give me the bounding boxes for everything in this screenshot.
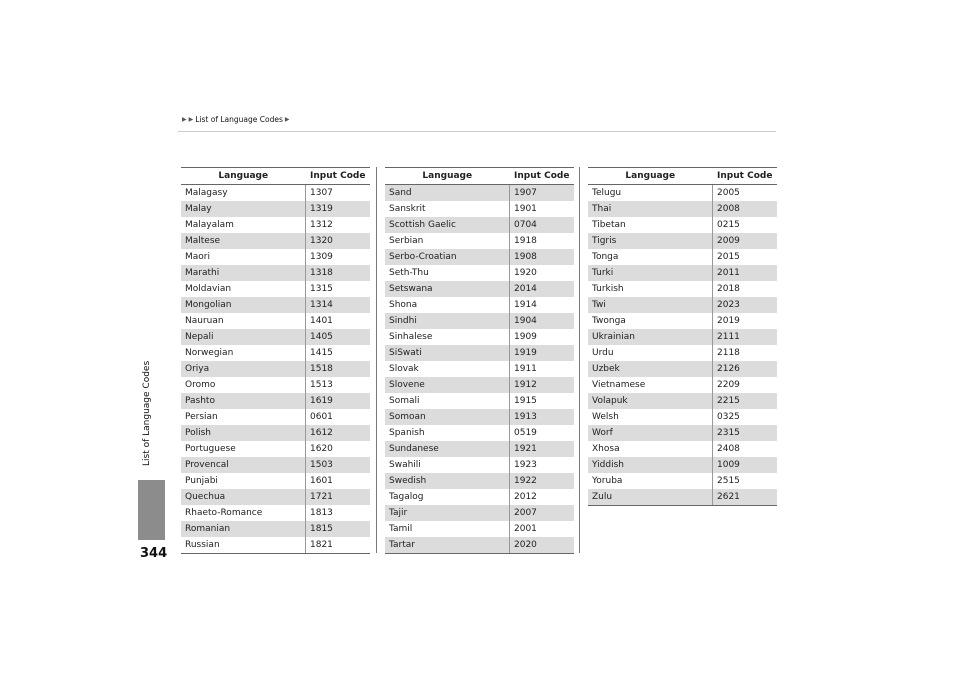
input-code: 1612 xyxy=(306,425,371,441)
input-code: 1307 xyxy=(310,188,333,198)
table-row xyxy=(588,297,777,313)
input-code: 0704 xyxy=(510,217,575,233)
table-row xyxy=(181,521,370,537)
language-name: Setswana xyxy=(385,281,510,297)
table-row xyxy=(181,313,370,329)
language-name: Vietnamese xyxy=(588,377,713,393)
input-code: 1821 xyxy=(306,537,371,554)
breadcrumb-arrow-icon: ▶ xyxy=(182,116,187,123)
table-row xyxy=(181,185,370,202)
table-row xyxy=(588,185,777,202)
input-code: 0519 xyxy=(514,428,537,438)
table-row xyxy=(588,281,777,297)
language-name: Persian xyxy=(181,409,306,425)
language-name: Punjabi xyxy=(181,473,306,489)
table-row xyxy=(588,441,777,457)
input-code: 1901 xyxy=(514,204,537,214)
breadcrumb-arrow-icon: ▶ xyxy=(188,116,194,123)
language-name: Maltese xyxy=(181,233,306,249)
input-code: 1513 xyxy=(310,380,333,390)
language-name: SiSwati xyxy=(385,345,510,361)
breadcrumb xyxy=(182,115,290,124)
input-code: 1912 xyxy=(510,377,575,393)
language-name: Maori xyxy=(181,249,306,265)
input-code-header: Input Code xyxy=(306,168,371,185)
language-name: Marathi xyxy=(181,265,306,281)
input-code: 1503 xyxy=(306,457,371,473)
language-name: Thai xyxy=(588,201,713,217)
table-row xyxy=(181,377,370,393)
language-name: Slovene xyxy=(385,377,510,393)
input-code: 2018 xyxy=(717,284,740,294)
column-divider xyxy=(376,167,377,553)
table-row xyxy=(385,297,574,313)
table-row xyxy=(181,297,370,313)
input-code: 1405 xyxy=(306,329,371,345)
input-code: 1315 xyxy=(310,284,333,294)
table-row xyxy=(385,217,574,233)
table-row xyxy=(385,361,574,377)
input-code: 2012 xyxy=(514,492,537,502)
table-row xyxy=(181,281,370,297)
input-code: 1518 xyxy=(306,361,371,377)
input-code: 1914 xyxy=(514,300,537,310)
language-name: Tagalog xyxy=(385,489,510,505)
language-name: Malayalam xyxy=(181,217,306,233)
table-row xyxy=(181,393,370,409)
table-row xyxy=(181,249,370,265)
input-code: 0601 xyxy=(310,412,333,422)
input-code: 1913 xyxy=(510,409,575,425)
breadcrumb-arrow-icon: ▶ xyxy=(284,116,290,123)
language-name: Nepali xyxy=(181,329,306,345)
language-name: Tajir xyxy=(385,505,510,521)
language-name: Oriya xyxy=(181,361,306,377)
input-code: 1813 xyxy=(310,508,333,518)
language-name: Russian xyxy=(181,537,306,554)
language-name: Ukrainian xyxy=(588,329,713,345)
input-code: 0325 xyxy=(717,412,740,422)
table-row xyxy=(588,377,777,393)
header-rule xyxy=(178,131,776,132)
language-name: Zulu xyxy=(588,489,713,506)
input-code: 2020 xyxy=(510,537,575,554)
language-code-table-3 xyxy=(588,167,777,506)
table-row xyxy=(181,217,370,233)
input-code: 2209 xyxy=(717,380,740,390)
language-name: Uzbek xyxy=(588,361,713,377)
table-row xyxy=(181,489,370,505)
input-code: 1909 xyxy=(514,332,537,342)
table-row xyxy=(181,361,370,377)
language-header: Language xyxy=(588,168,713,185)
language-name: Worf xyxy=(588,425,713,441)
language-name: Somali xyxy=(385,393,510,409)
language-name: Polish xyxy=(181,425,306,441)
input-code: 1319 xyxy=(306,201,371,217)
input-code: 2001 xyxy=(514,524,537,534)
language-name: Sanskrit xyxy=(385,201,510,217)
input-code: 1415 xyxy=(310,348,333,358)
table-row xyxy=(385,249,574,265)
table-row xyxy=(588,265,777,281)
language-name: Mongolian xyxy=(181,297,306,313)
table-row xyxy=(385,377,574,393)
language-name: Portuguese xyxy=(181,441,306,457)
table-row xyxy=(385,409,574,425)
language-name: Nauruan xyxy=(181,313,306,329)
table-row xyxy=(588,361,777,377)
input-code: 2118 xyxy=(717,348,740,358)
language-name: Norwegian xyxy=(181,345,306,361)
input-code: 1309 xyxy=(310,252,333,262)
input-code: 2015 xyxy=(717,252,740,262)
language-header: Language xyxy=(385,168,510,185)
language-name: Provencal xyxy=(181,457,306,473)
table-row xyxy=(588,489,777,506)
table-row xyxy=(385,457,574,473)
table-row xyxy=(385,185,574,202)
input-code: 2111 xyxy=(713,329,778,345)
table-row xyxy=(588,409,777,425)
input-code: 1721 xyxy=(306,489,371,505)
table-row xyxy=(385,521,574,537)
input-code: 2009 xyxy=(713,233,778,249)
table-row xyxy=(385,265,574,281)
table-row xyxy=(181,425,370,441)
input-code: 1318 xyxy=(306,265,371,281)
input-code: 1009 xyxy=(713,457,778,473)
language-name: Yiddish xyxy=(588,457,713,473)
language-name: Serbian xyxy=(385,233,510,249)
input-code: 2315 xyxy=(713,425,778,441)
input-code: 2215 xyxy=(713,393,778,409)
table-row xyxy=(588,425,777,441)
table-row xyxy=(588,473,777,489)
table-row xyxy=(588,313,777,329)
table-row xyxy=(588,329,777,345)
table-row xyxy=(385,313,574,329)
table-row xyxy=(181,473,370,489)
input-code: 2408 xyxy=(717,444,740,454)
input-code: 1620 xyxy=(310,444,333,454)
language-name: Somoan xyxy=(385,409,510,425)
table-row xyxy=(588,233,777,249)
input-code: 1918 xyxy=(514,236,537,246)
table-row xyxy=(385,329,574,345)
input-code: 2011 xyxy=(713,265,778,281)
language-name: Tibetan xyxy=(588,217,713,233)
language-name: Twonga xyxy=(588,313,713,329)
language-name: Yoruba xyxy=(588,473,713,489)
table-row xyxy=(181,537,370,554)
input-code: 1911 xyxy=(514,364,537,374)
input-code: 1904 xyxy=(510,313,575,329)
input-code: 2126 xyxy=(713,361,778,377)
input-code: 1320 xyxy=(306,233,371,249)
table-row xyxy=(181,457,370,473)
table-row xyxy=(588,457,777,473)
table-row xyxy=(181,233,370,249)
language-code-table-2 xyxy=(385,167,574,554)
table-row xyxy=(385,505,574,521)
language-name: Sinhalese xyxy=(385,329,510,345)
language-name: Shona xyxy=(385,297,510,313)
input-code: 2007 xyxy=(510,505,575,521)
language-name: Turki xyxy=(588,265,713,281)
table-row xyxy=(385,281,574,297)
table-row xyxy=(181,201,370,217)
input-code: 2621 xyxy=(713,489,778,506)
language-name: Tartar xyxy=(385,537,510,554)
language-name: Welsh xyxy=(588,409,713,425)
table-row xyxy=(588,345,777,361)
table-row xyxy=(588,393,777,409)
breadcrumb-label[interactable]: List of Language Codes xyxy=(195,115,283,124)
input-code: 0215 xyxy=(717,220,740,230)
table-row xyxy=(588,217,777,233)
language-name: Twi xyxy=(588,297,713,313)
input-code: 2023 xyxy=(713,297,778,313)
input-code: 1919 xyxy=(510,345,575,361)
column-divider xyxy=(579,167,580,553)
table-row xyxy=(181,505,370,521)
language-name: Tigris xyxy=(588,233,713,249)
table-row xyxy=(181,329,370,345)
language-name: Moldavian xyxy=(181,281,306,297)
table-row xyxy=(181,441,370,457)
language-code-table-1 xyxy=(181,167,370,554)
input-code: 2005 xyxy=(717,188,740,198)
input-code: 1314 xyxy=(306,297,371,313)
input-code-header: Input Code xyxy=(713,168,778,185)
input-code: 1312 xyxy=(310,220,333,230)
language-name: Malagasy xyxy=(181,185,306,202)
language-name: Volapuk xyxy=(588,393,713,409)
language-name: Slovak xyxy=(385,361,510,377)
table-row xyxy=(385,425,574,441)
input-code: 2515 xyxy=(717,476,740,486)
language-name: Sundanese xyxy=(385,441,510,457)
language-name: Swedish xyxy=(385,473,510,489)
input-code: 1401 xyxy=(310,316,333,326)
input-code: 2014 xyxy=(510,281,575,297)
table-row xyxy=(385,393,574,409)
language-name: Scottish Gaelic xyxy=(385,217,510,233)
table-row xyxy=(385,489,574,505)
language-name: Tonga xyxy=(588,249,713,265)
input-code: 1815 xyxy=(306,521,371,537)
input-code: 1915 xyxy=(514,396,537,406)
page-number: 344 xyxy=(140,546,168,561)
language-name: Turkish xyxy=(588,281,713,297)
table-row xyxy=(385,441,574,457)
input-code: 1921 xyxy=(510,441,575,457)
input-code: 2008 xyxy=(713,201,778,217)
side-tab-label: List of Language Codes xyxy=(142,360,152,466)
language-name: Tamil xyxy=(385,521,510,537)
table-row xyxy=(181,409,370,425)
language-name: Urdu xyxy=(588,345,713,361)
input-code: 1907 xyxy=(510,185,575,202)
input-code: 1923 xyxy=(514,460,537,470)
table-row xyxy=(385,473,574,489)
language-name: Spanish xyxy=(385,425,510,441)
input-code: 1908 xyxy=(510,249,575,265)
language-name: Seth-Thu xyxy=(385,265,510,281)
language-name: Swahili xyxy=(385,457,510,473)
table-row xyxy=(588,249,777,265)
input-code: 1920 xyxy=(514,268,537,278)
input-code: 1619 xyxy=(306,393,371,409)
language-name: Pashto xyxy=(181,393,306,409)
input-code: 1922 xyxy=(510,473,575,489)
language-name: Sindhi xyxy=(385,313,510,329)
language-name: Serbo-Croatian xyxy=(385,249,510,265)
table-row xyxy=(181,345,370,361)
input-code: 1601 xyxy=(310,476,333,486)
side-tab-marker xyxy=(138,480,165,540)
language-header: Language xyxy=(181,168,306,185)
language-name: Rhaeto-Romance xyxy=(181,505,306,521)
language-name: Romanian xyxy=(181,521,306,537)
language-name: Xhosa xyxy=(588,441,713,457)
language-name: Telugu xyxy=(588,185,713,202)
input-code-header: Input Code xyxy=(510,168,575,185)
input-code: 2019 xyxy=(717,316,740,326)
table-row xyxy=(385,345,574,361)
table-row xyxy=(385,201,574,217)
table-row xyxy=(588,201,777,217)
table-row xyxy=(181,265,370,281)
table-row xyxy=(385,537,574,554)
language-name: Quechua xyxy=(181,489,306,505)
language-name: Malay xyxy=(181,201,306,217)
language-name: Sand xyxy=(385,185,510,202)
table-row xyxy=(385,233,574,249)
language-name: Oromo xyxy=(181,377,306,393)
